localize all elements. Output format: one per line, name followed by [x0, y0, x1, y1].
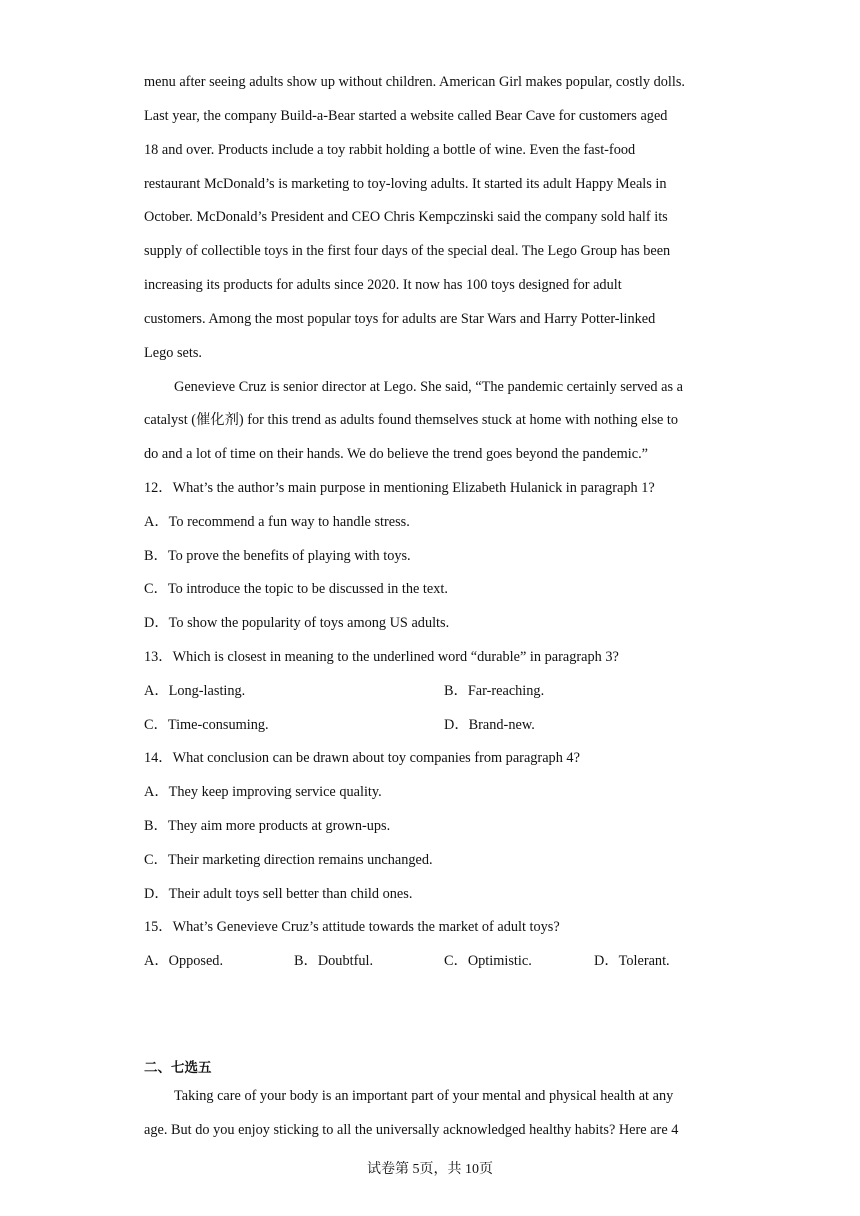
section-heading: 二、七选五 [144, 1060, 212, 1076]
option-b: B．To prove the benefits of playing with toys. [144, 548, 411, 564]
passage-line: 18 and over. Products include a toy rabbit holding a bottle of wine. Even the fast-food [144, 142, 636, 158]
question-stem: 13．Which is closest in meaning to the underlined word “durable” in paragraph 3? [144, 649, 619, 665]
option-d: D．Their adult toys sell better than child ones. [144, 886, 413, 902]
passage-line: Genevieve Cruz is senior director at Lego. She said, “The pandemic certainly served as a [174, 379, 683, 395]
option-a: A．Opposed. [144, 953, 224, 969]
option-c: C．Time-consuming. [144, 717, 269, 733]
section-line: age. But do you enjoy sticking to all the universally acknowledged healthy habits? Here are 4 [144, 1122, 679, 1138]
option-a: A．They keep improving service quality. [144, 784, 382, 800]
passage-line: catalyst (催化剂) for this trend as adults found themselves stuck at home with nothing else to [144, 412, 679, 428]
option-a: A．Long-lasting. [144, 683, 246, 699]
passage-line: do and a lot of time on their hands. We do believe the trend goes beyond the pandemic.” [144, 446, 648, 462]
option-d: D．To show the popularity of toys among US adults. [144, 615, 450, 631]
option-b: B．They aim more products at grown-ups. [144, 818, 391, 834]
passage-line: restaurant McDonald’s is marketing to toy-loving adults. It started its adult Happy Meals in [144, 176, 667, 192]
question-stem: 12．What’s the author’s main purpose in mentioning Elizabeth Hulanick in paragraph 1? [144, 480, 655, 496]
page-footer: 试卷第 5页，共 10页 [367, 1162, 493, 1177]
option-a: A．To recommend a fun way to handle stress. [144, 514, 410, 530]
passage-line: Last year, the company Build-a-Bear started a website called Bear Cave for customers aged [144, 108, 668, 124]
option-c: C．Their marketing direction remains unchanged. [144, 852, 433, 868]
passage-line: October. McDonald’s President and CEO Chris Kempczinski said the company sold half its [144, 209, 668, 225]
option-c: C．To introduce the topic to be discussed in the text. [144, 581, 448, 597]
question-stem: 15．What’s Genevieve Cruz’s attitude towards the market of adult toys? [144, 919, 560, 935]
option-d: D．Brand-new. [444, 717, 535, 733]
section-line: Taking care of your body is an important part of your mental and physical health at any [174, 1088, 674, 1104]
question-stem: 14．What conclusion can be drawn about toy companies from paragraph 4? [144, 750, 580, 766]
option-c: C．Optimistic. [444, 953, 532, 969]
passage-line: customers. Among the most popular toys for adults are Star Wars and Harry Potter-linked [144, 311, 656, 327]
passage-line: menu after seeing adults show up without children. American Girl makes popular, costly dolls. [144, 74, 686, 90]
option-d: D．Tolerant. [594, 953, 670, 969]
passage-line: increasing its products for adults since 2020. It now has 100 toys designed for adult [144, 277, 622, 293]
option-b: B．Far-reaching. [444, 683, 545, 699]
passage-line: supply of collectible toys in the first four days of the special deal. The Lego Group has been [144, 243, 671, 259]
option-b: B．Doubtful. [294, 953, 374, 969]
passage-line: Lego sets. [144, 345, 202, 361]
